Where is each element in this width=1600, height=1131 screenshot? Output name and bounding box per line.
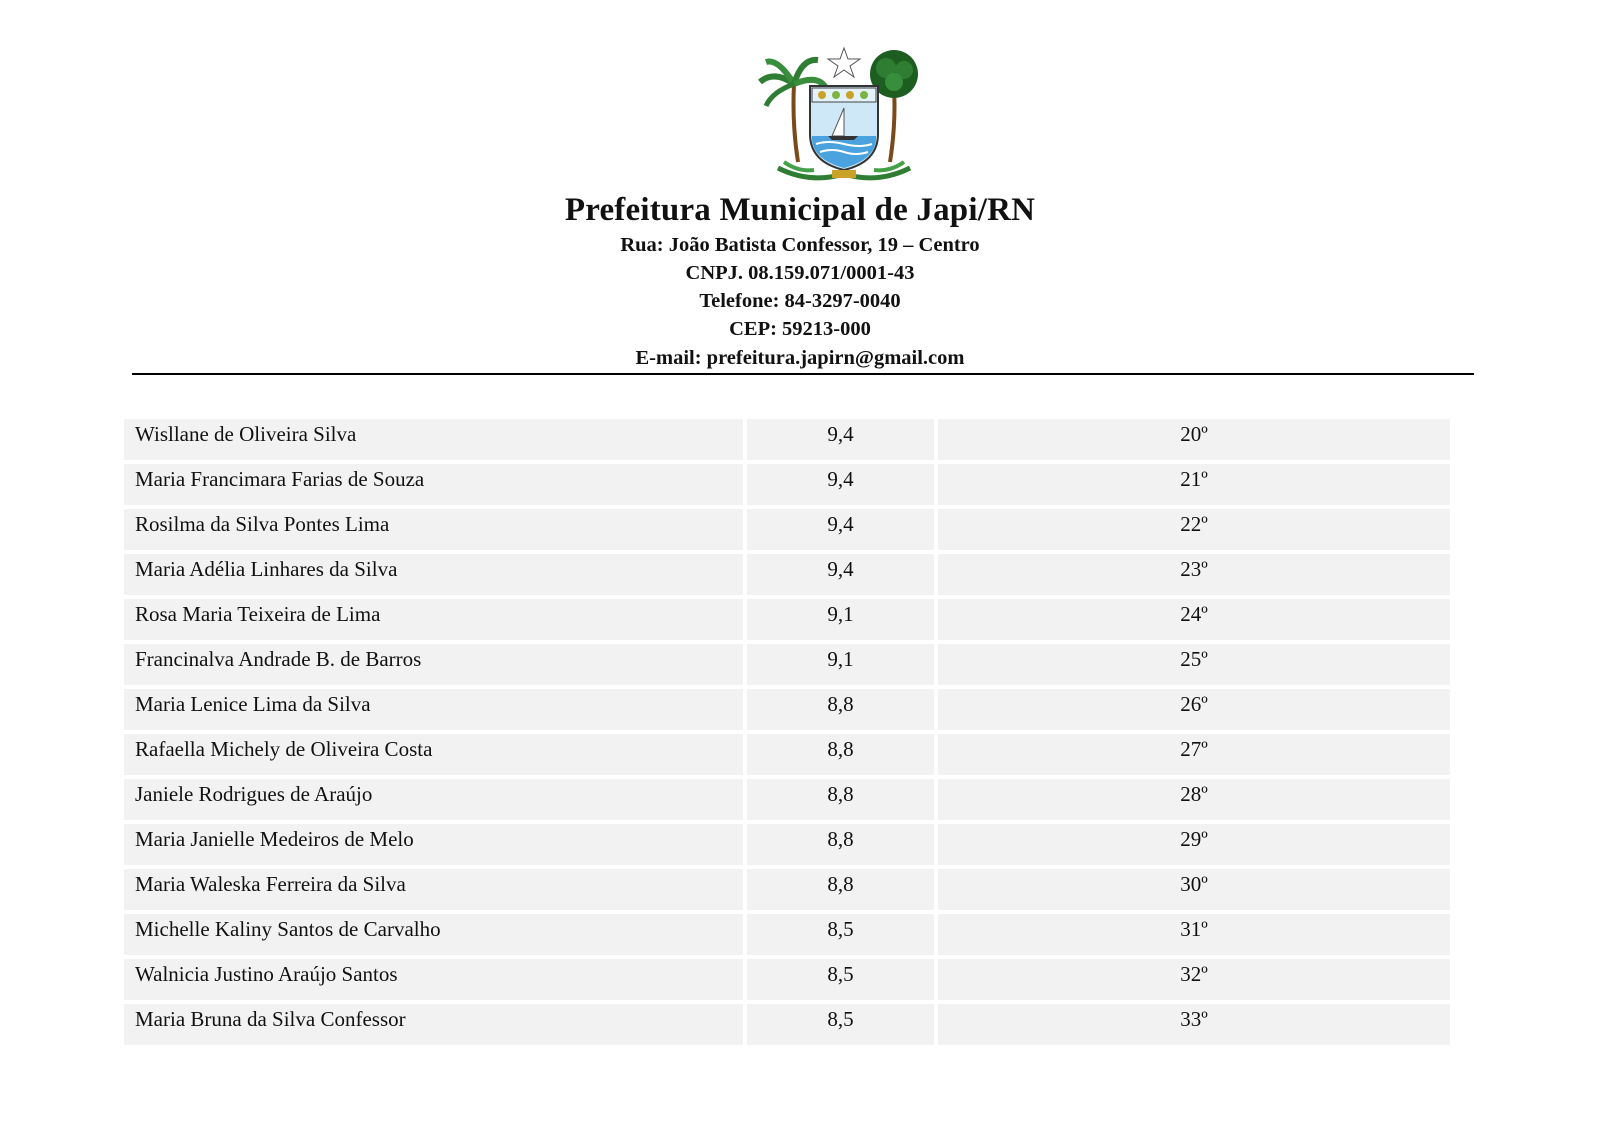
table-row	[124, 689, 1450, 730]
candidate-score: 8,8	[747, 689, 934, 730]
candidate-rank: 33º	[938, 1004, 1450, 1045]
cep-line: CEP: 59213-000	[729, 318, 871, 340]
email-line: E-mail: prefeitura.japirn@gmail.com	[635, 347, 965, 369]
table-row	[124, 1004, 1450, 1045]
candidate-score: 9,4	[747, 419, 934, 460]
coat-of-arms-icon	[758, 44, 930, 184]
table-row	[124, 419, 1450, 460]
candidate-name: Maria Adélia Linhares da Silva	[124, 554, 743, 595]
page-title: Prefeitura Municipal de Japi/RN	[564, 192, 1036, 228]
table-row	[124, 464, 1450, 505]
candidate-name: Rosa Maria Teixeira de Lima	[124, 599, 743, 640]
candidate-rank: 20º	[938, 419, 1450, 460]
candidate-name: Michelle Kaliny Santos de Carvalho	[124, 914, 743, 955]
candidate-score: 9,4	[747, 464, 934, 505]
candidate-score: 8,8	[747, 824, 934, 865]
candidate-rank: 23º	[938, 554, 1450, 595]
candidate-name: Wisllane de Oliveira Silva	[124, 419, 743, 460]
candidate-score: 9,4	[747, 509, 934, 550]
candidate-rank: 31º	[938, 914, 1450, 955]
candidate-name: Maria Lenice Lima da Silva	[124, 689, 743, 730]
phone-line: Telefone: 84-3297-0040	[699, 290, 901, 312]
table-row	[124, 959, 1450, 1000]
candidate-rank: 29º	[938, 824, 1450, 865]
candidate-score: 8,8	[747, 779, 934, 820]
table-row	[124, 914, 1450, 955]
candidate-score: 8,8	[747, 734, 934, 775]
candidate-score: 8,5	[747, 914, 934, 955]
candidate-rank: 22º	[938, 509, 1450, 550]
table-row	[124, 734, 1450, 775]
cnpj-line: CNPJ. 08.159.071/0001-43	[685, 262, 915, 284]
candidate-name: Maria Janielle Medeiros de Melo	[124, 824, 743, 865]
table-row	[124, 644, 1450, 685]
address-line: Rua: João Batista Confessor, 19 – Centro	[620, 234, 980, 256]
candidate-rank: 30º	[938, 869, 1450, 910]
table-row	[124, 824, 1450, 865]
candidate-score: 8,5	[747, 1004, 934, 1045]
candidate-name: Walnicia Justino Araújo Santos	[124, 959, 743, 1000]
header-divider	[132, 373, 1474, 375]
candidate-rank: 21º	[938, 464, 1450, 505]
candidate-rank: 24º	[938, 599, 1450, 640]
candidate-rank: 27º	[938, 734, 1450, 775]
table-row	[124, 509, 1450, 550]
candidate-name: Maria Francimara Farias de Souza	[124, 464, 743, 505]
candidate-score: 9,1	[747, 599, 934, 640]
table-row	[124, 869, 1450, 910]
candidate-rank: 26º	[938, 689, 1450, 730]
candidate-name: Francinalva Andrade B. de Barros	[124, 644, 743, 685]
candidate-name: Rafaella Michely de Oliveira Costa	[124, 734, 743, 775]
candidate-score: 9,1	[747, 644, 934, 685]
candidate-rank: 25º	[938, 644, 1450, 685]
table-row	[124, 599, 1450, 640]
table-row	[124, 779, 1450, 820]
candidate-name: Maria Waleska Ferreira da Silva	[124, 869, 743, 910]
candidate-rank: 28º	[938, 779, 1450, 820]
candidate-score: 9,4	[747, 554, 934, 595]
table-row	[124, 554, 1450, 595]
candidate-score: 8,8	[747, 869, 934, 910]
candidate-name: Janiele Rodrigues de Araújo	[124, 779, 743, 820]
candidate-rank: 32º	[938, 959, 1450, 1000]
candidate-score: 8,5	[747, 959, 934, 1000]
candidate-name: Rosilma da Silva Pontes Lima	[124, 509, 743, 550]
candidate-name: Maria Bruna da Silva Confessor	[124, 1004, 743, 1045]
